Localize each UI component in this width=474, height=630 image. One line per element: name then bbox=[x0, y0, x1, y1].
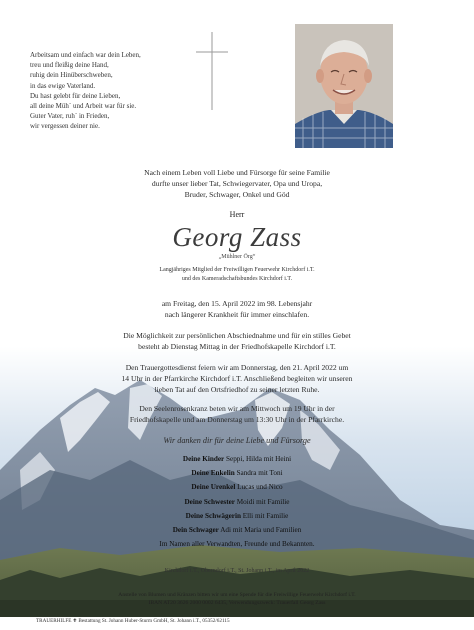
farewell-info bbox=[0, 330, 474, 352]
family-names: Sandra mit Toni bbox=[236, 469, 283, 478]
undertaker-footer: TRAUERHILFE ✟ Bestattung St. Johann Huber-Sturm GmbH, St. Johann i.T., 05352/62115 bbox=[36, 618, 230, 624]
family-row bbox=[0, 452, 474, 466]
nickname: „Mühlner Örg“ bbox=[218, 254, 256, 260]
family-label: Deine Kinder bbox=[182, 455, 225, 463]
rosary-info bbox=[0, 403, 474, 425]
intro-text bbox=[0, 167, 474, 200]
family-row bbox=[0, 480, 474, 494]
family-row bbox=[0, 495, 474, 509]
thanks-line: Wir danken dir für deine Liebe und Fürsorge bbox=[163, 436, 311, 445]
intro-line: Bruder, Schwager, Onkel und Göd bbox=[184, 190, 290, 199]
poem-line: in das ewige Vaterland. bbox=[30, 81, 96, 90]
donation-line: IBAN AT20 3626 2000 0002 6435, Verwendungszweck: Trauerfall Georg Zass bbox=[148, 600, 326, 606]
funeral-info bbox=[0, 362, 474, 395]
memberships bbox=[0, 266, 474, 284]
family-label: Deine Schwester bbox=[184, 497, 235, 506]
funeral-line: Den Trauergottesdienst feiern wir am Donnerstag, den 21. April 2022 um bbox=[125, 363, 349, 372]
farewell-line: Die Möglichkeit zur persönlichen Abschiednahme und für ein stilles Gebet bbox=[123, 331, 351, 340]
family-row bbox=[0, 466, 474, 480]
family-label: Deine Enkelin bbox=[191, 469, 235, 478]
poem-line: treu und fleißig deine Hand, bbox=[30, 61, 109, 70]
place-date: Kirchdorf i.T., Oberndorf i.T., St. Johann i.T., im April 2022 bbox=[164, 568, 310, 574]
family-label: Deine Urenkel bbox=[191, 483, 236, 492]
family-list bbox=[0, 452, 474, 551]
poem-line: Du hast gelebt für deine Lieben, bbox=[30, 91, 121, 100]
death-line: nach längerer Krankheit für immer einschlafen. bbox=[164, 310, 310, 319]
family-names: Seppi, Hilda mit Heini bbox=[226, 455, 292, 463]
family-row bbox=[0, 509, 474, 523]
poem-line: Arbeitsam und einfach war dein Leben, bbox=[30, 51, 141, 59]
family-names: Moidi mit Familie bbox=[236, 497, 290, 506]
deceased-name: Georg Zass bbox=[172, 222, 302, 252]
donation-note bbox=[0, 591, 474, 607]
intro-line: Nach einem Leben voll Liebe und Fürsorge für seine Familie bbox=[144, 168, 330, 177]
family-label: Dein Schwager bbox=[172, 526, 219, 535]
funeral-line: 14 Uhr in der Pfarrkirche Kirchdorf i.T. Anschließend begleiten wir unseren bbox=[121, 374, 353, 383]
poem-line: ruhig dein Hinüberschweben, bbox=[30, 71, 113, 80]
membership-line: Langjähriges Mitglied der Freiwilligen Feuerwehr Kirchdorf i.T. bbox=[159, 267, 315, 273]
portrait-photo bbox=[295, 24, 393, 148]
closing-line: Im Namen aller Verwandten, Freunde und Bekannten. bbox=[159, 540, 315, 549]
family-names: Adi mit Maria und Familien bbox=[220, 526, 302, 535]
poem bbox=[30, 50, 180, 132]
rosary-line: Den Seelenrosenkranz beten wir am Mittwoch um 19 Uhr in der bbox=[139, 404, 335, 413]
family-names: Elli mit Familie bbox=[242, 511, 289, 520]
poem-line: Guter Vater, ruh´ in Frieden, bbox=[30, 112, 110, 121]
cross-icon bbox=[196, 32, 228, 110]
membership-line: und des Kameradschaftsbundes Kirchdorf i.T. bbox=[181, 276, 293, 282]
family-names: Lucas und Nico bbox=[237, 483, 283, 492]
farewell-line: besteht ab Dienstag Mittag in der Friedhofskapelle Kirchdorf i.T. bbox=[138, 342, 336, 351]
poem-line: wir vergessen deiner nie. bbox=[30, 122, 100, 131]
death-line: am Freitag, den 15. April 2022 im 98. Lebensjahr bbox=[161, 299, 313, 308]
funeral-line: lieben Tat auf den Ortsfriedhof zu seiner letzten Ruhe. bbox=[154, 385, 320, 394]
donation-line: Anstelle von Blumen und Kränzen bitten wir um eine Spende für die Freiwillige Feuerwehr Kirchdorf i.T. bbox=[118, 592, 356, 598]
family-row bbox=[0, 523, 474, 537]
intro-line: durfte unser lieber Tat, Schwiegervater, Opa und Uropa, bbox=[151, 179, 323, 188]
death-notice bbox=[0, 298, 474, 320]
family-label: Deine Schwägerin bbox=[185, 511, 241, 520]
rosary-line: Friedhofskapelle und am Donnerstag um 13:30 Uhr in der Pfarrkirche. bbox=[129, 415, 345, 424]
salutation: Herr bbox=[229, 210, 245, 219]
poem-line: all deine Müh´ und Arbeit war für sie. bbox=[30, 102, 137, 111]
